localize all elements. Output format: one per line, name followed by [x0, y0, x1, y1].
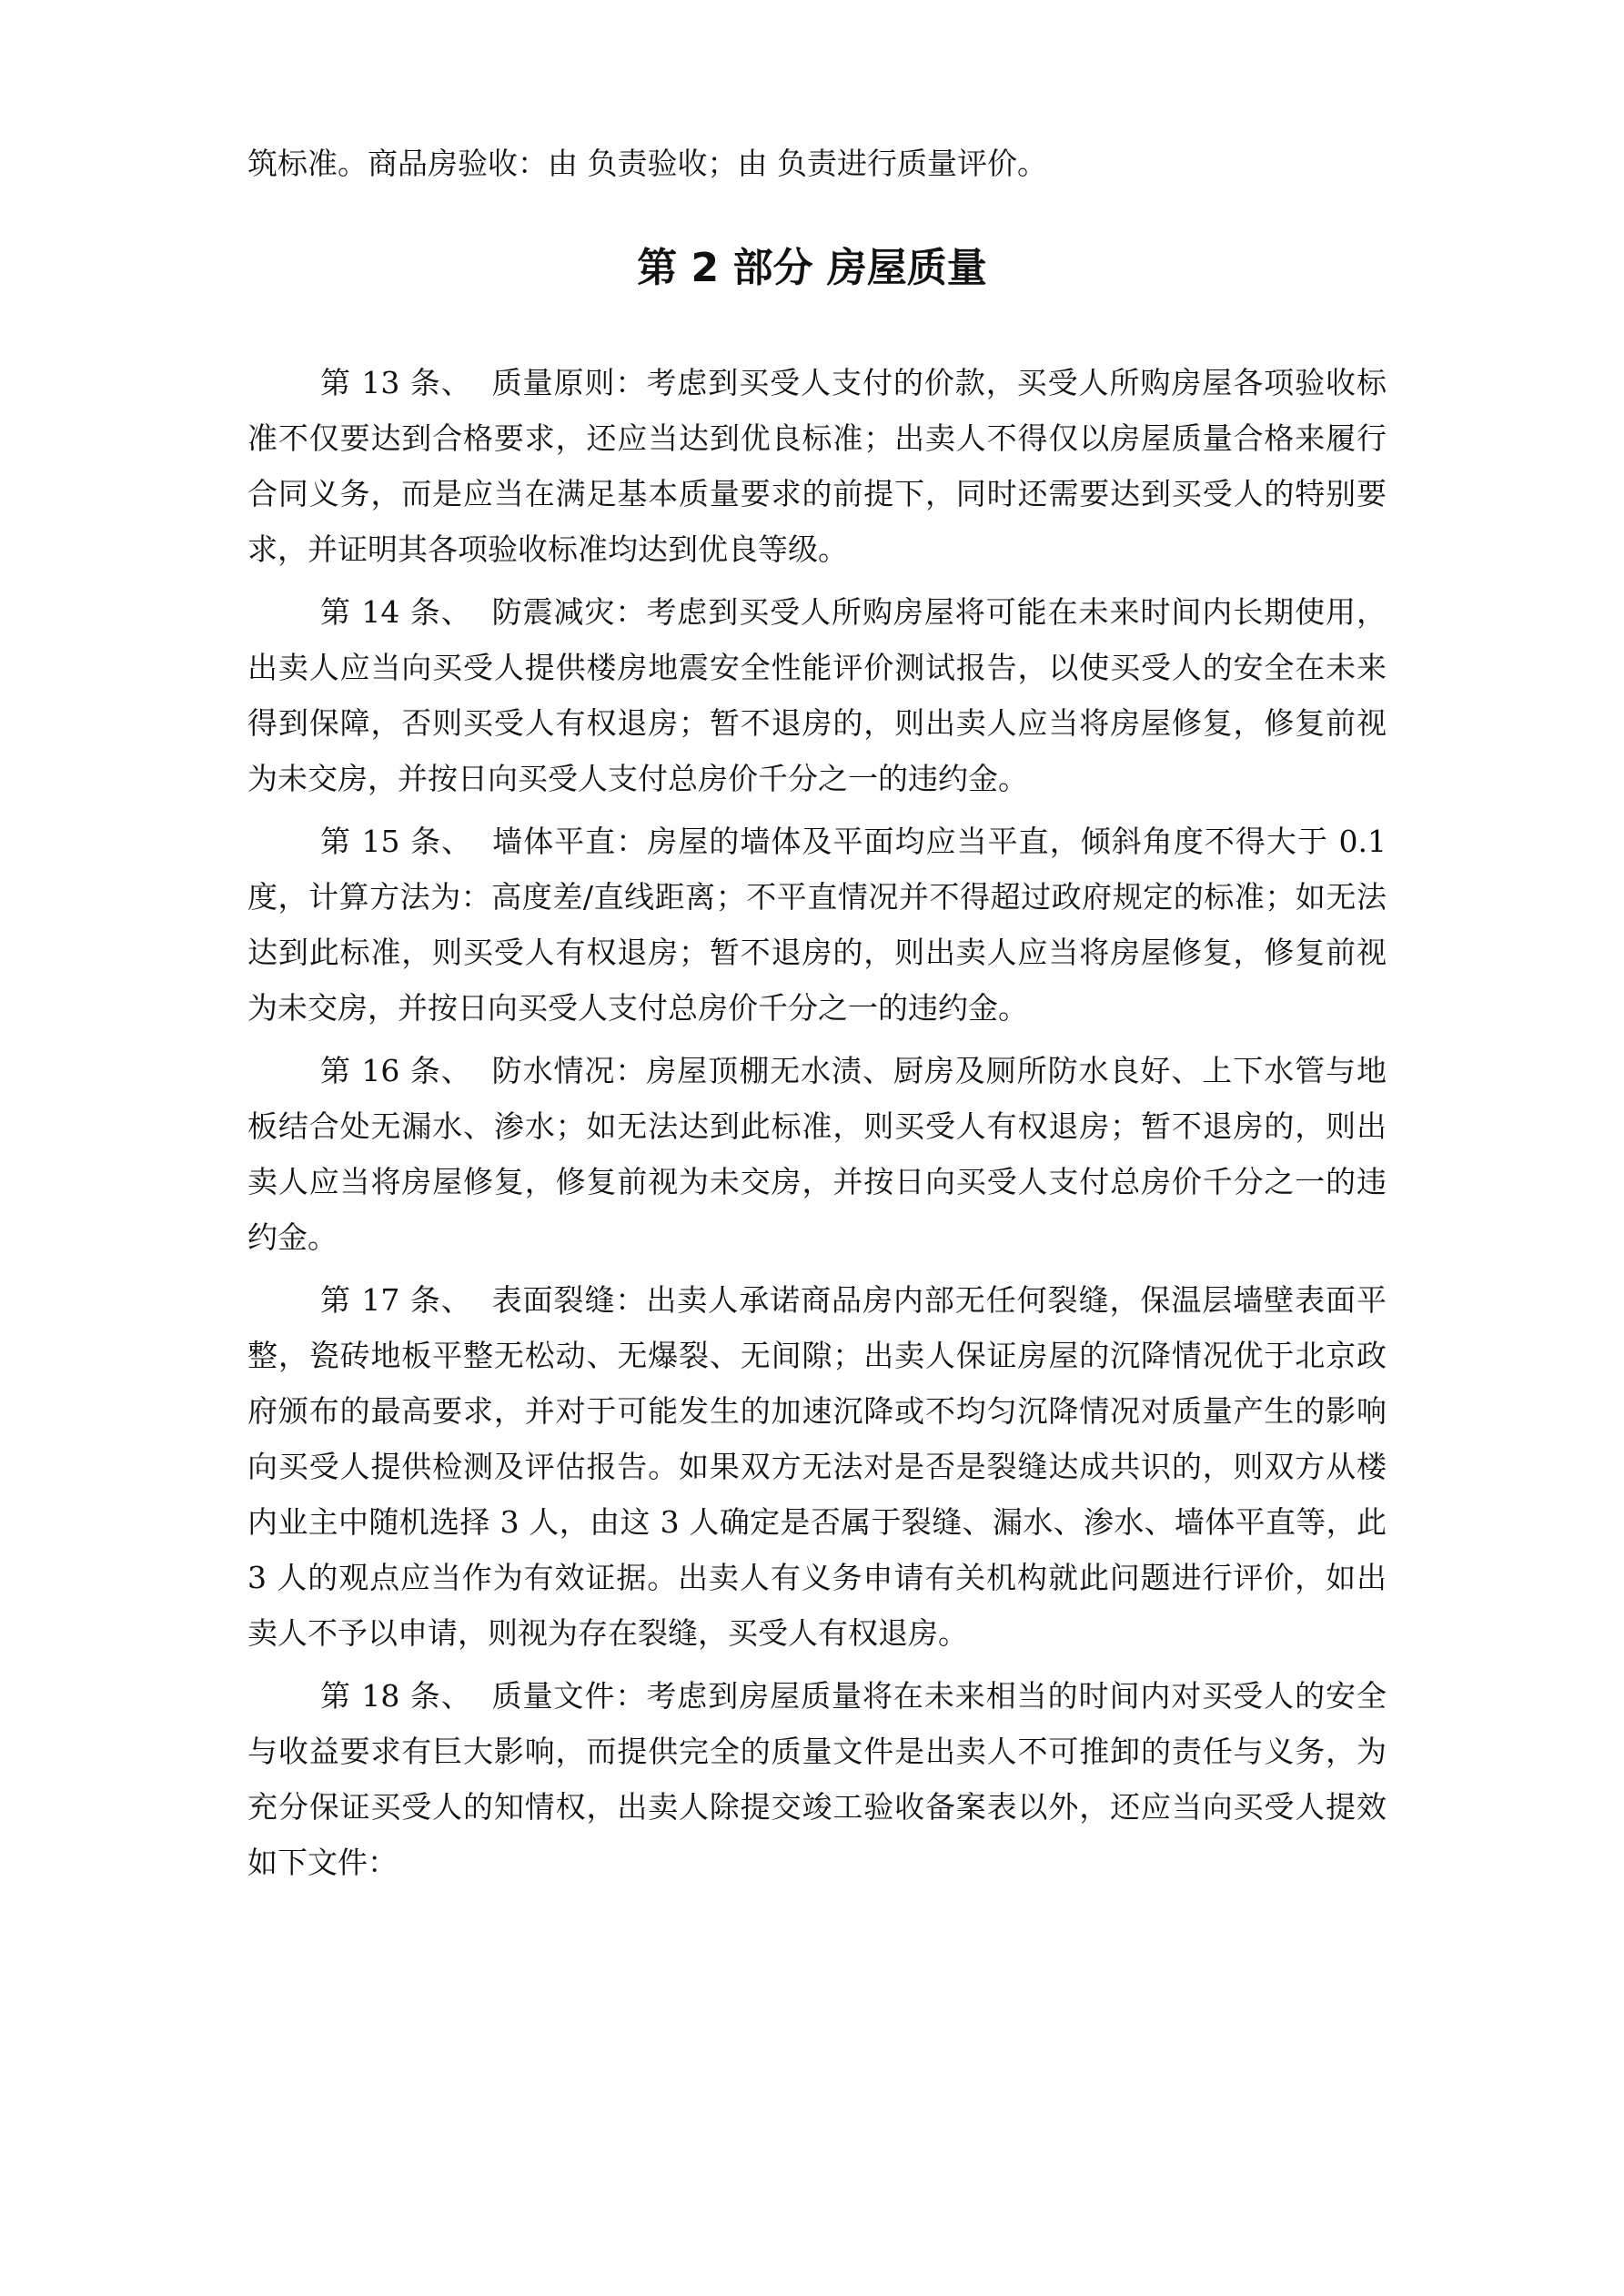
article-13 [247, 355, 1387, 584]
article-number: 第 17 条、 [320, 1282, 472, 1318]
article-text: 质量文件：考虑到房屋质量将在未来相当的时间内对买受人的安全与收益要求有巨大影响，而提供完全的质量文件是出卖人不可推卸的责任与义务，为充分保证买受人的知情权，出卖人除提交竣工验收备案表以外，还应当向买受人提效如下文件： [247, 1678, 1387, 1880]
article-17 [247, 1272, 1387, 1668]
lead-paragraph: 筑标准。商品房验收：由 负责验收；由 负责进行质量评价。 [247, 146, 1047, 181]
article-16 [247, 1043, 1387, 1272]
article-text: 表面裂缝：出卖人承诺商品房内部无任何裂缝，保温层墙壁表面平整，瓷砖地板平整无松动、无爆裂、无间隙；出卖人保证房屋的沉降情况优于北京政府颁布的最高要求，并对于可能发生的加速沉降或不均匀沉降情况对质量产生的影响向买受人提供检测及评估报告。如果双方无法对是否是裂缝达成共识的，则双方从楼内业主中随机选择 3 人，由这 3 人确定是否属于裂缝、漏水、渗水、墙体平直等，此 3 人的观点应当作为有效证据。出卖人有义务申请有关机构就此问题进行评价，如出卖人不予以申请，则视为存在裂缝，买受人有权退房。 [247, 1282, 1387, 1651]
article-text: 防水情况：房屋顶棚无水渍、厨房及厕所防水良好、上下水管与地板结合处无漏水、渗水；如无法达到此标准，则买受人有权退房；暂不退房的，则出卖人应当将房屋修复，修复前视为未交房，并按日向买受人支付总房价千分之一的违约金。 [247, 1053, 1387, 1255]
articles-list [247, 355, 1387, 1897]
article-number: 第 18 条、 [320, 1678, 472, 1714]
article-15 [247, 814, 1387, 1043]
section-heading: 第 2 部分 房屋质量 [637, 245, 987, 291]
article-number: 第 14 条、 [320, 594, 472, 630]
article-18 [247, 1668, 1387, 1897]
article-14 [247, 584, 1387, 814]
article-text: 墙体平直：房屋的墙体及平面均应当平直，倾斜角度不得大于 0.1 度，计算方法为：高度差/直线距离；不平直情况并不得超过政府规定的标准；如无法达到此标准，则买受人有权退房；暂不退房的，则出卖人应当将房屋修复，修复前视为未交房，并按日向买受人支付总房价千分之一的违约金。 [247, 824, 1387, 1026]
article-number: 第 16 条、 [320, 1053, 472, 1088]
article-text: 防震减灾：考虑到买受人所购房屋将可能在未来时间内长期使用，出卖人应当向买受人提供楼房地震安全性能评价测试报告，以使买受人的安全在未来得到保障，否则买受人有权退房；暂不退房的，则出卖人应当将房屋修复，修复前视为未交房，并按日向买受人支付总房价千分之一的违约金。 [247, 594, 1387, 796]
article-number: 第 13 条、 [320, 365, 472, 400]
article-number: 第 15 条、 [320, 824, 473, 859]
article-text: 质量原则：考虑到买受人支付的价款，买受人所购房屋各项验收标准不仅要达到合格要求，还应当达到优良标准；出卖人不得仅以房屋质量合格来履行合同义务，而是应当在满足基本质量要求的前提下，同时还需要达到买受人的特别要求，并证明其各项验收标准均达到优良等级。 [247, 365, 1387, 567]
